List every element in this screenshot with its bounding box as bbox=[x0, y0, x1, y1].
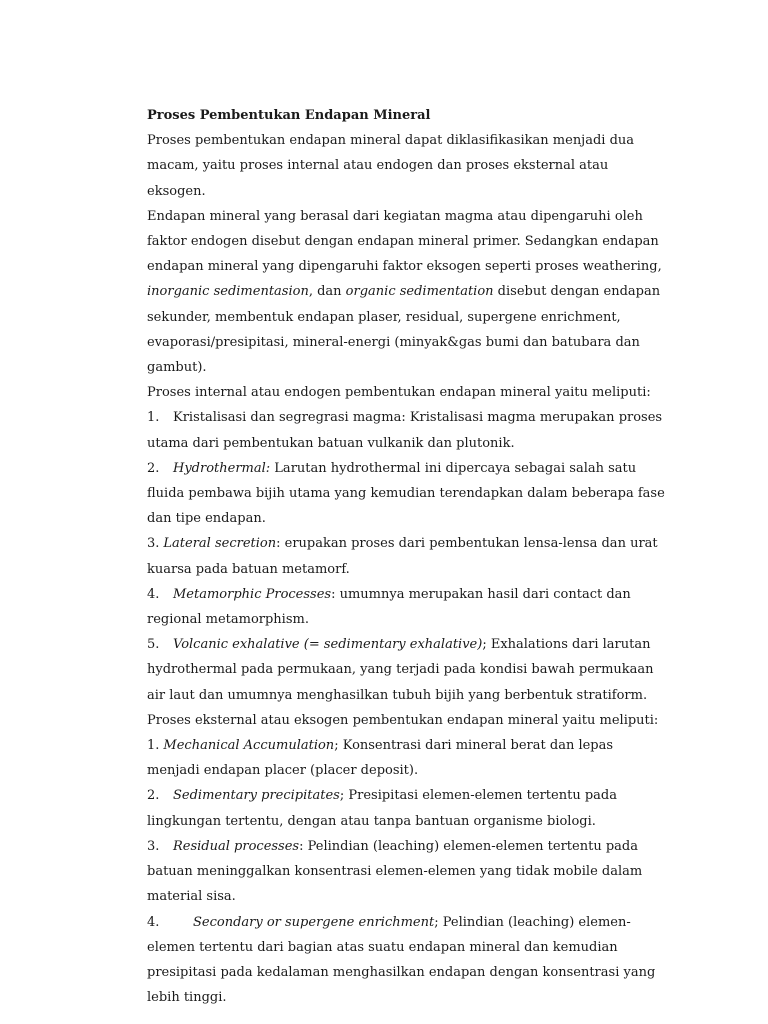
external-item-4 bbox=[147, 910, 667, 1011]
intro-paragraph: Proses pembentukan endapan mineral dapat diklasifikasikan menjadi dua macam, yaitu proses internal atau endogen dan proses eksternal atau eksogen. bbox=[147, 133, 635, 199]
item-term: Lateral secretion bbox=[163, 536, 277, 552]
item-text: ; Konsentrasi dari mineral berat dan lepas menjadi endapan placer (placer deposit). bbox=[147, 738, 614, 779]
item-text: ; Pelindian (leaching) elemen-elemen tertentu dari bagian atas suatu endapan mineral dan kemudian presipitasi pada kedalaman menghasilkan endapan dengan konsentrasi yang lebih tinggi. bbox=[147, 914, 656, 1006]
item-text: ; Exhalations dari larutan hydrothermal pada permukaan, yang terjadi pada kondisi bawah permukaan air laut dan umumnya menghasilkan tubuh bijih yang berbentuk stratiform. bbox=[147, 637, 654, 703]
term-inorganic-sedimentasion: inorganic sedimentasion bbox=[147, 284, 309, 300]
item-term: Metamorphic Processes bbox=[173, 586, 332, 602]
item-term: Sedimentary precipitates bbox=[173, 788, 340, 804]
item-text: ; Presipitasi elemen-elemen tertentu pada lingkungan tertentu, dengan atau tanpa bantuan organisme biologi. bbox=[147, 788, 617, 829]
item-number: 2. bbox=[147, 788, 160, 804]
internal-item-5 bbox=[147, 632, 667, 708]
internal-item-1 bbox=[147, 405, 667, 455]
item-number: 3. bbox=[147, 536, 160, 552]
item-number: 1. bbox=[147, 410, 160, 426]
paragraph-text: , dan bbox=[308, 284, 346, 300]
external-item-1 bbox=[147, 733, 667, 783]
internal-item-2 bbox=[147, 456, 667, 532]
item-term: Residual processes bbox=[173, 838, 300, 854]
paragraph-text: disebut dengan endapan sekunder, membentuk endapan plaser, residual, supergene enrichment, evaporasi/presipitasi, mineral-energi (minyak&gas bumi dan batubara dan gambut). bbox=[147, 284, 661, 376]
item-number: 4. bbox=[147, 586, 160, 602]
item-term: Volcanic exhalative (= sedimentary exhalative) bbox=[173, 637, 483, 653]
internal-item-4 bbox=[147, 582, 667, 632]
internal-heading: Proses internal atau endogen pembentukan endapan mineral yaitu meliputi: bbox=[147, 385, 651, 401]
external-item-2 bbox=[147, 783, 667, 833]
item-text: Larutan hydrothermal ini dipercaya sebagai salah satu fluida pembawa bijih utama yang kemudian terendapkan dalam beberapa fase dan tipe endapan. bbox=[147, 460, 665, 527]
document-body bbox=[147, 103, 667, 1010]
item-term: Mechanical Accumulation bbox=[163, 738, 335, 754]
item-term: Secondary or supergene enrichment bbox=[193, 914, 435, 930]
item-number: 5. bbox=[147, 637, 160, 653]
internal-item-3 bbox=[147, 531, 667, 581]
primary-secondary-paragraph bbox=[147, 204, 667, 380]
item-text: : umumnya merupakan hasil dari contact dan regional metamorphism. bbox=[147, 586, 631, 628]
item-number: 3. bbox=[147, 838, 160, 854]
item-term: Hydrothermal: bbox=[173, 460, 271, 476]
external-heading: Proses eksternal atau eksogen pembentukan endapan mineral yaitu meliputi: bbox=[147, 712, 659, 728]
item-text: : Pelindian (leaching) elemen-elemen tertentu pada batuan meninggalkan konsentrasi elemen-elemen yang tidak mobile dalam material sisa. bbox=[147, 838, 643, 905]
item-number: 2. bbox=[147, 460, 160, 476]
external-item-3 bbox=[147, 834, 667, 910]
item-text: Kristalisasi dan segregrasi magma: Kristalisasi magma merupakan proses utama dari pembentukan batuan vulkanik dan plutonik. bbox=[147, 410, 663, 451]
item-number: 1. bbox=[147, 738, 160, 754]
term-organic-sedimentation: organic sedimentation bbox=[345, 284, 494, 300]
document-title: Proses Pembentukan Endapan Mineral bbox=[147, 108, 431, 123]
item-text: : erupakan proses dari pembentukan lensa-lensa dan urat kuarsa pada batuan metamorf. bbox=[147, 536, 658, 577]
item-number: 4. bbox=[147, 914, 160, 930]
paragraph-text: Endapan mineral yang berasal dari kegiatan magma atau dipengaruhi oleh faktor endogen disebut dengan endapan mineral primer. Sedangkan endapan endapan mineral yang dipengaruhi faktor eksogen seperti proses weathering, bbox=[147, 208, 662, 275]
